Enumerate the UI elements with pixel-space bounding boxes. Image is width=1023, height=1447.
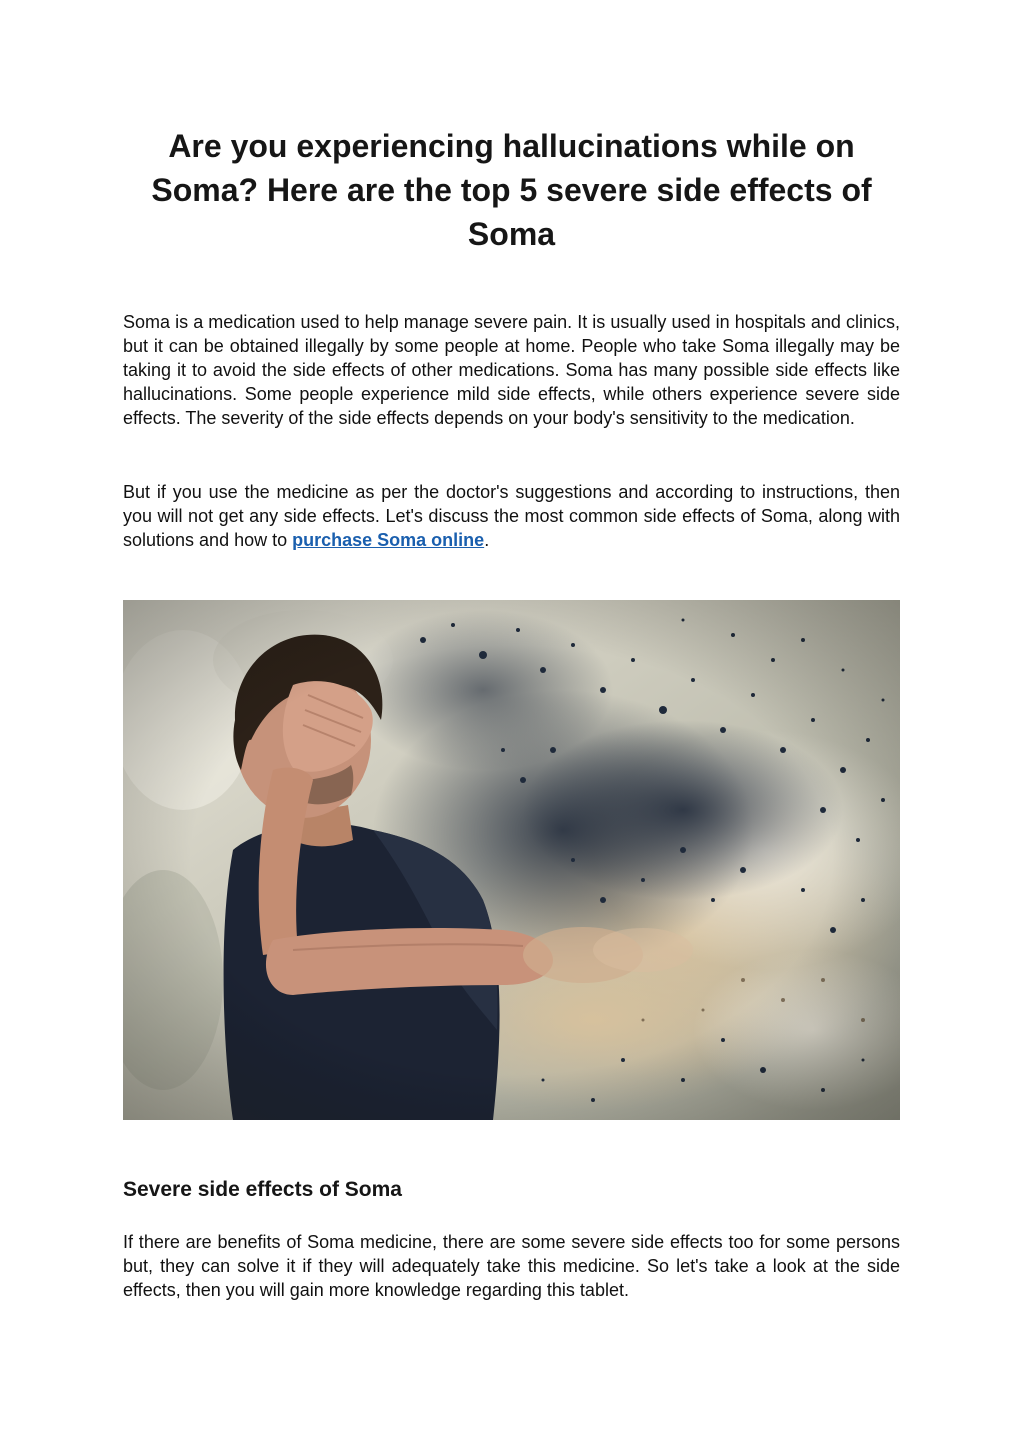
- second-paragraph-text: But if you use the medicine as per the doctor's suggestions and according to instructions, then you will not get any side effects. Let's discuss the most common side effects of Soma, along with solutions and how to: [123, 482, 900, 550]
- article-photo: [123, 600, 900, 1120]
- section-heading: Severe side effects of Soma: [123, 1178, 402, 1201]
- intro-paragraph: Soma is a medication used to help manage severe pain. It is usually used in hospitals and clinics, but it can be obtained illegally by some people at home. People who take Soma illegally may be taking it to avoid the side effects of other medications. Soma has many possible side effects like hallucinations. Some people experience mild side effects, while others experience severe side effects. The severity of the side effects depends on your body's sensitivity to the medication.: [123, 312, 900, 428]
- second-paragraph-end: .: [484, 530, 490, 550]
- section-paragraph: If there are benefits of Soma medicine, there are some severe side effects too for some persons but, they can solve it if they will adequately take this medicine. So let's take a look at the side effects, then you will gain more knowledge regarding this tablet.: [123, 1232, 900, 1300]
- article-title: Are you experiencing hallucinations while on Soma? Here are the top 5 severe side effects of Soma: [151, 128, 872, 252]
- disintegrating-man-illustration: [123, 600, 900, 1120]
- purchase-soma-link[interactable]: purchase Soma online: [292, 530, 485, 550]
- second-paragraph: [123, 480, 900, 552]
